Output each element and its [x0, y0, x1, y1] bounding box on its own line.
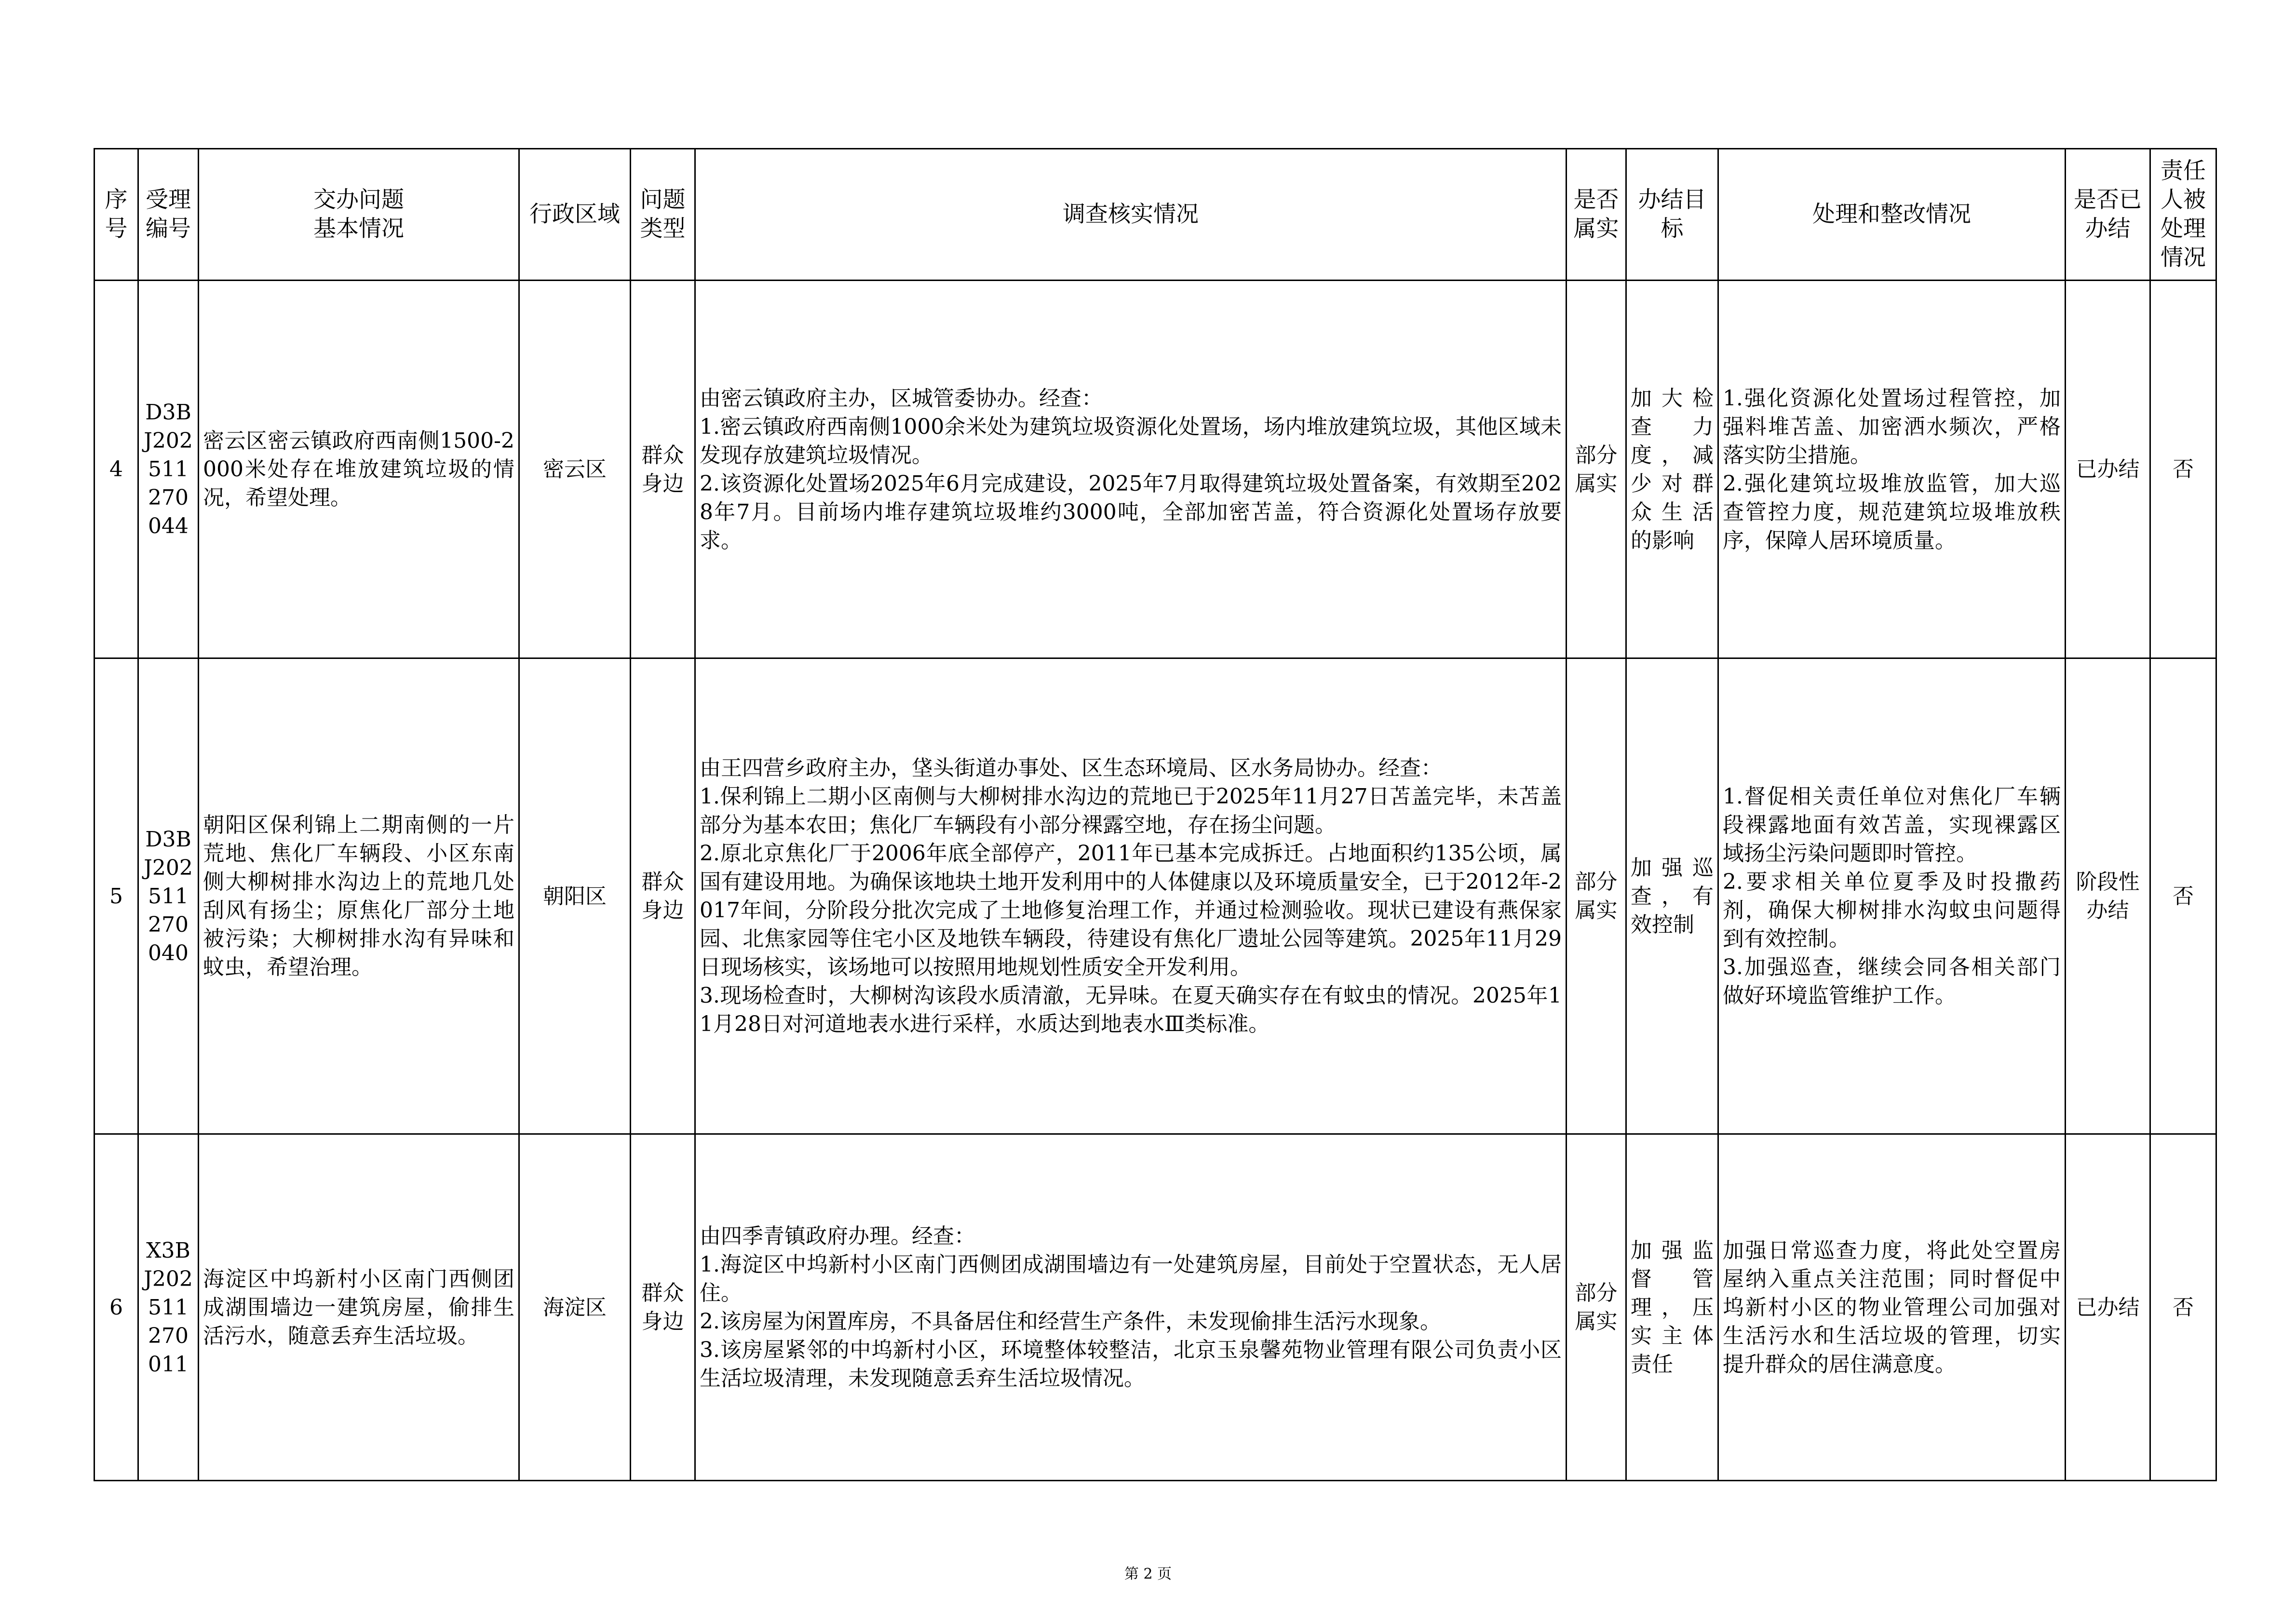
header-handling: 处理和整改情况	[1718, 149, 2066, 281]
cell-investigation: 由密云镇政府主办，区城管委协办。经查： 1.密云镇政府西南侧1000余米处为建筑垃圾资源化处置场，场内堆放建筑垃圾，其他区域未发现存放建筑垃圾情况。 2.该资源化处置场2025年6月完成建设，2025年7月取得建筑垃圾处置备案，有效期至2028年7月。目前场内堆存建筑垃圾堆约3000吨，全部加密苫盖，符合资源化处置场存放要求。	[695, 281, 1567, 658]
cell-type: 群众身边	[631, 658, 695, 1134]
table-row	[95, 658, 2216, 1134]
cell-verified: 部分属实	[1567, 1134, 1626, 1481]
page-number: 第 2 页	[1124, 1566, 1172, 1583]
cell-district: 朝阳区	[519, 658, 631, 1134]
cell-handling: 1.督促相关责任单位对焦化厂车辆段裸露地面有效苫盖，实现裸露区域扬尘污染问题即时管控。 2.要求相关单位夏季及时投撒药剂，确保大柳树排水沟蚊虫问题得到有效控制。 3.加强巡查，继续会同各相关部门做好环境监管维护工作。	[1718, 658, 2066, 1134]
header-goal: 办结目标	[1626, 149, 1718, 281]
header-punished: 责任人被处理情况	[2150, 149, 2216, 281]
header-district: 行政区域	[519, 149, 631, 281]
header-closed: 是否已办结	[2066, 149, 2150, 281]
cell-goal: 加强巡查，有效控制	[1626, 658, 1718, 1134]
cell-verified: 部分属实	[1567, 658, 1626, 1134]
cell-goal: 加大检查力度，减少对群众生活的影响	[1626, 281, 1718, 658]
header-investigation: 调查核实情况	[695, 149, 1567, 281]
header-no: 序号	[95, 149, 138, 281]
cell-goal: 加强监督管理，压实主体责任	[1626, 1134, 1718, 1481]
header-verified: 是否属实	[1567, 149, 1626, 281]
cell-investigation: 由四季青镇政府办理。经查： 1.海淀区中坞新村小区南门西侧团成湖围墙边有一处建筑房屋，目前处于空置状态，无人居住。 2.该房屋为闲置库房，不具备居住和经营生产条件，未发现偷排生活污水现象。 3.该房屋紧邻的中坞新村小区，环境整体较整洁，北京玉泉馨苑物业管理有限公司负责小区生活垃圾清理，未发现随意丢弃生活垃圾情况。	[695, 1134, 1567, 1481]
table-row	[95, 281, 2216, 658]
cell-no: 6	[95, 1134, 138, 1481]
cell-punished: 否	[2150, 281, 2216, 658]
cell-issue: 密云区密云镇政府西南侧1500-2000米处存在堆放建筑垃圾的情况，希望处理。	[199, 281, 519, 658]
cell-id: X3BJ202511270011	[138, 1134, 199, 1481]
cell-punished: 否	[2150, 1134, 2216, 1481]
cell-district: 密云区	[519, 281, 631, 658]
cell-investigation: 由王四营乡政府主办，垡头街道办事处、区生态环境局、区水务局协办。经查： 1.保利锦上二期小区南侧与大柳树排水沟边的荒地已于2025年11月27日苫盖完毕，未苫盖部分为基本农田；焦化厂车辆段有小部分裸露空地，存在扬尘问题。 2.原北京焦化厂于2006年底全部停产，2011年已基本完成拆迁。占地面积约135公顷，属国有建设用地。为确保该地块土地开发利用中的人体健康以及环境质量安全，已于2012年-2017年间，分阶段分批次完成了土地修复治理工作，并通过检测验收。现状已建设有燕保家园、北焦家园等住宅小区及地铁车辆段，待建设有焦化厂遗址公园等建筑。2025年11月29日现场核实，该场地可以按照用地规划性质安全开发利用。 3.现场检查时，大柳树沟该段水质清澈，无异味。在夏天确实存在有蚊虫的情况。2025年11月28日对河道地表水进行采样，水质达到地表水Ⅲ类标准。	[695, 658, 1567, 1134]
cell-no: 4	[95, 281, 138, 658]
complaint-table	[94, 148, 2217, 1481]
cell-issue: 朝阳区保利锦上二期南侧的一片荒地、焦化厂车辆段、小区东南侧大柳树排水沟边上的荒地几处刮风有扬尘；原焦化厂部分土地被污染；大柳树排水沟有异味和蚊虫，希望治理。	[199, 658, 519, 1134]
cell-verified: 部分属实	[1567, 281, 1626, 658]
cell-type: 群众身边	[631, 281, 695, 658]
cell-handling: 1.强化资源化处置场过程管控，加强料堆苫盖、加密洒水频次，严格落实防尘措施。 2.强化建筑垃圾堆放监管，加大巡查管控力度，规范建筑垃圾堆放秩序，保障人居环境质量。	[1718, 281, 2066, 658]
cell-district: 海淀区	[519, 1134, 631, 1481]
cell-closed: 已办结	[2066, 281, 2150, 658]
cell-handling: 加强日常巡查力度，将此处空置房屋纳入重点关注范围；同时督促中坞新村小区的物业管理公司加强对生活污水和生活垃圾的管理，切实提升群众的居住满意度。	[1718, 1134, 2066, 1481]
header-id: 受理编号	[138, 149, 199, 281]
header-type: 问题类型	[631, 149, 695, 281]
cell-closed: 阶段性办结	[2066, 658, 2150, 1134]
cell-issue: 海淀区中坞新村小区南门西侧团成湖围墙边一建筑房屋，偷排生活污水，随意丢弃生活垃圾。	[199, 1134, 519, 1481]
cell-no: 5	[95, 658, 138, 1134]
cell-id: D3BJ202511270040	[138, 658, 199, 1134]
cell-id: D3BJ202511270044	[138, 281, 199, 658]
cell-closed: 已办结	[2066, 1134, 2150, 1481]
cell-punished: 否	[2150, 658, 2216, 1134]
header-row	[95, 149, 2216, 281]
header-issue: 交办问题 基本情况	[199, 149, 519, 281]
table-row	[95, 1134, 2216, 1481]
cell-type: 群众身边	[631, 1134, 695, 1481]
